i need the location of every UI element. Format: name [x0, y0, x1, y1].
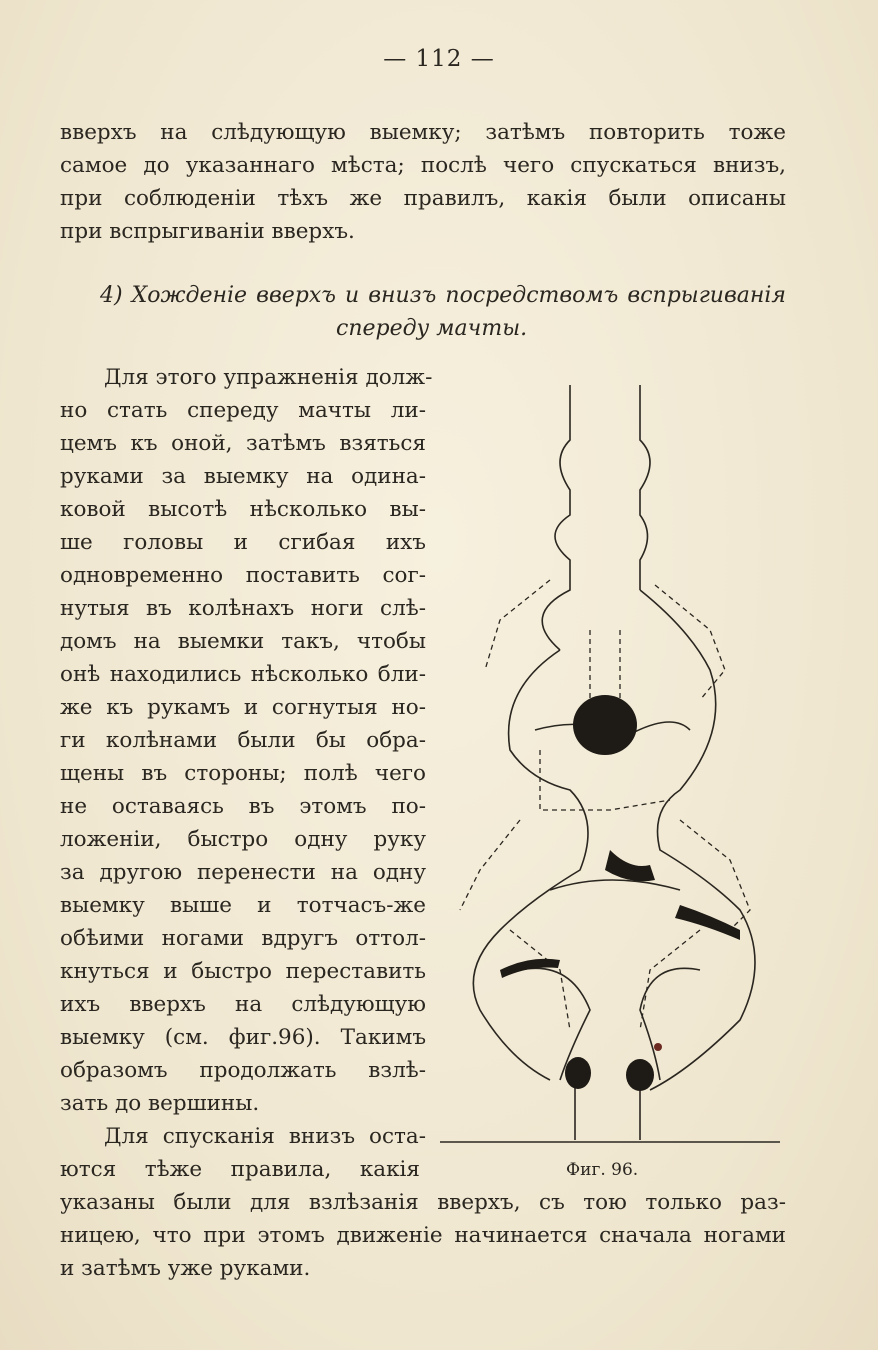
text-line: одновременно поставить сог- — [60, 563, 426, 588]
text-line: ихъ вверхъ на слѣдующую — [60, 992, 426, 1017]
text-line: при вспрыгиваніи вверхъ. — [60, 219, 355, 244]
text-line: ги колѣнами были бы обра- — [60, 728, 426, 753]
text-line: вверхъ на слѣдующую выемку; затѣмъ повторить тоже — [60, 120, 786, 145]
text-line: ются тѣже правила, какія — [60, 1157, 420, 1182]
text-line: же къ рукамъ и согнутыя но- — [60, 695, 426, 720]
text-line: выемку выше и тотчасъ-же — [60, 893, 426, 918]
text-line: Для спусканія внизъ оста- — [104, 1124, 426, 1149]
text-line: домъ на выемки такъ, чтобы — [60, 629, 426, 654]
text-line: самое до указаннаго мѣста; послѣ чего спускаться внизъ, — [60, 153, 786, 178]
text-line: зать до вершины. — [60, 1091, 260, 1116]
text-line: руками за выемку на одина- — [60, 464, 426, 489]
figure-caption: Фиг. 96. — [566, 1160, 639, 1180]
text-line: цемъ къ оной, затѣмъ взяться — [60, 431, 426, 456]
text-line: ницею, что при этомъ движеніе начинается сначала ногами — [60, 1223, 786, 1248]
text-line: за другою перенести на одну — [60, 860, 426, 885]
text-line: образомъ продолжать взлѣ- — [60, 1058, 426, 1083]
figure-mast-climbing-illustration — [440, 370, 785, 1150]
text-line: нутыя въ колѣнахъ ноги слѣ- — [60, 596, 426, 621]
text-line: ложеніи, быстро одну руку — [60, 827, 426, 852]
text-line: Для этого упражненія долж- — [104, 365, 433, 390]
section-heading-line-2: спереду мачты. — [336, 316, 528, 341]
text-line: и затѣмъ уже руками. — [60, 1256, 311, 1281]
text-line: обѣими ногами вдругъ оттол- — [60, 926, 426, 951]
text-line: не оставаясь въ этомъ по- — [60, 794, 426, 819]
text-line: при соблюденіи тѣхъ же правилъ, какія были описаны — [60, 186, 786, 211]
text-line: ковой высотѣ нѣсколько вы- — [60, 497, 426, 522]
text-line: но стать спереду мачты ли- — [60, 398, 426, 423]
text-line: указаны были для взлѣзанія вверхъ, съ тою только раз- — [60, 1190, 786, 1215]
text-line: кнуться и быстро переставить — [60, 959, 426, 984]
text-line: щены въ стороны; полѣ чего — [60, 761, 426, 786]
text-line: онѣ находились нѣсколько бли- — [60, 662, 426, 687]
text-line: ше головы и сгибая ихъ — [60, 530, 426, 555]
page-number: — 112 — — [383, 46, 495, 72]
section-heading-line-1: 4) Хожденіе вверхъ и внизъ посредствомъ вспрыгиванія — [100, 283, 786, 308]
text-line: выемку (см. фиг.96). Такимъ — [60, 1025, 426, 1050]
